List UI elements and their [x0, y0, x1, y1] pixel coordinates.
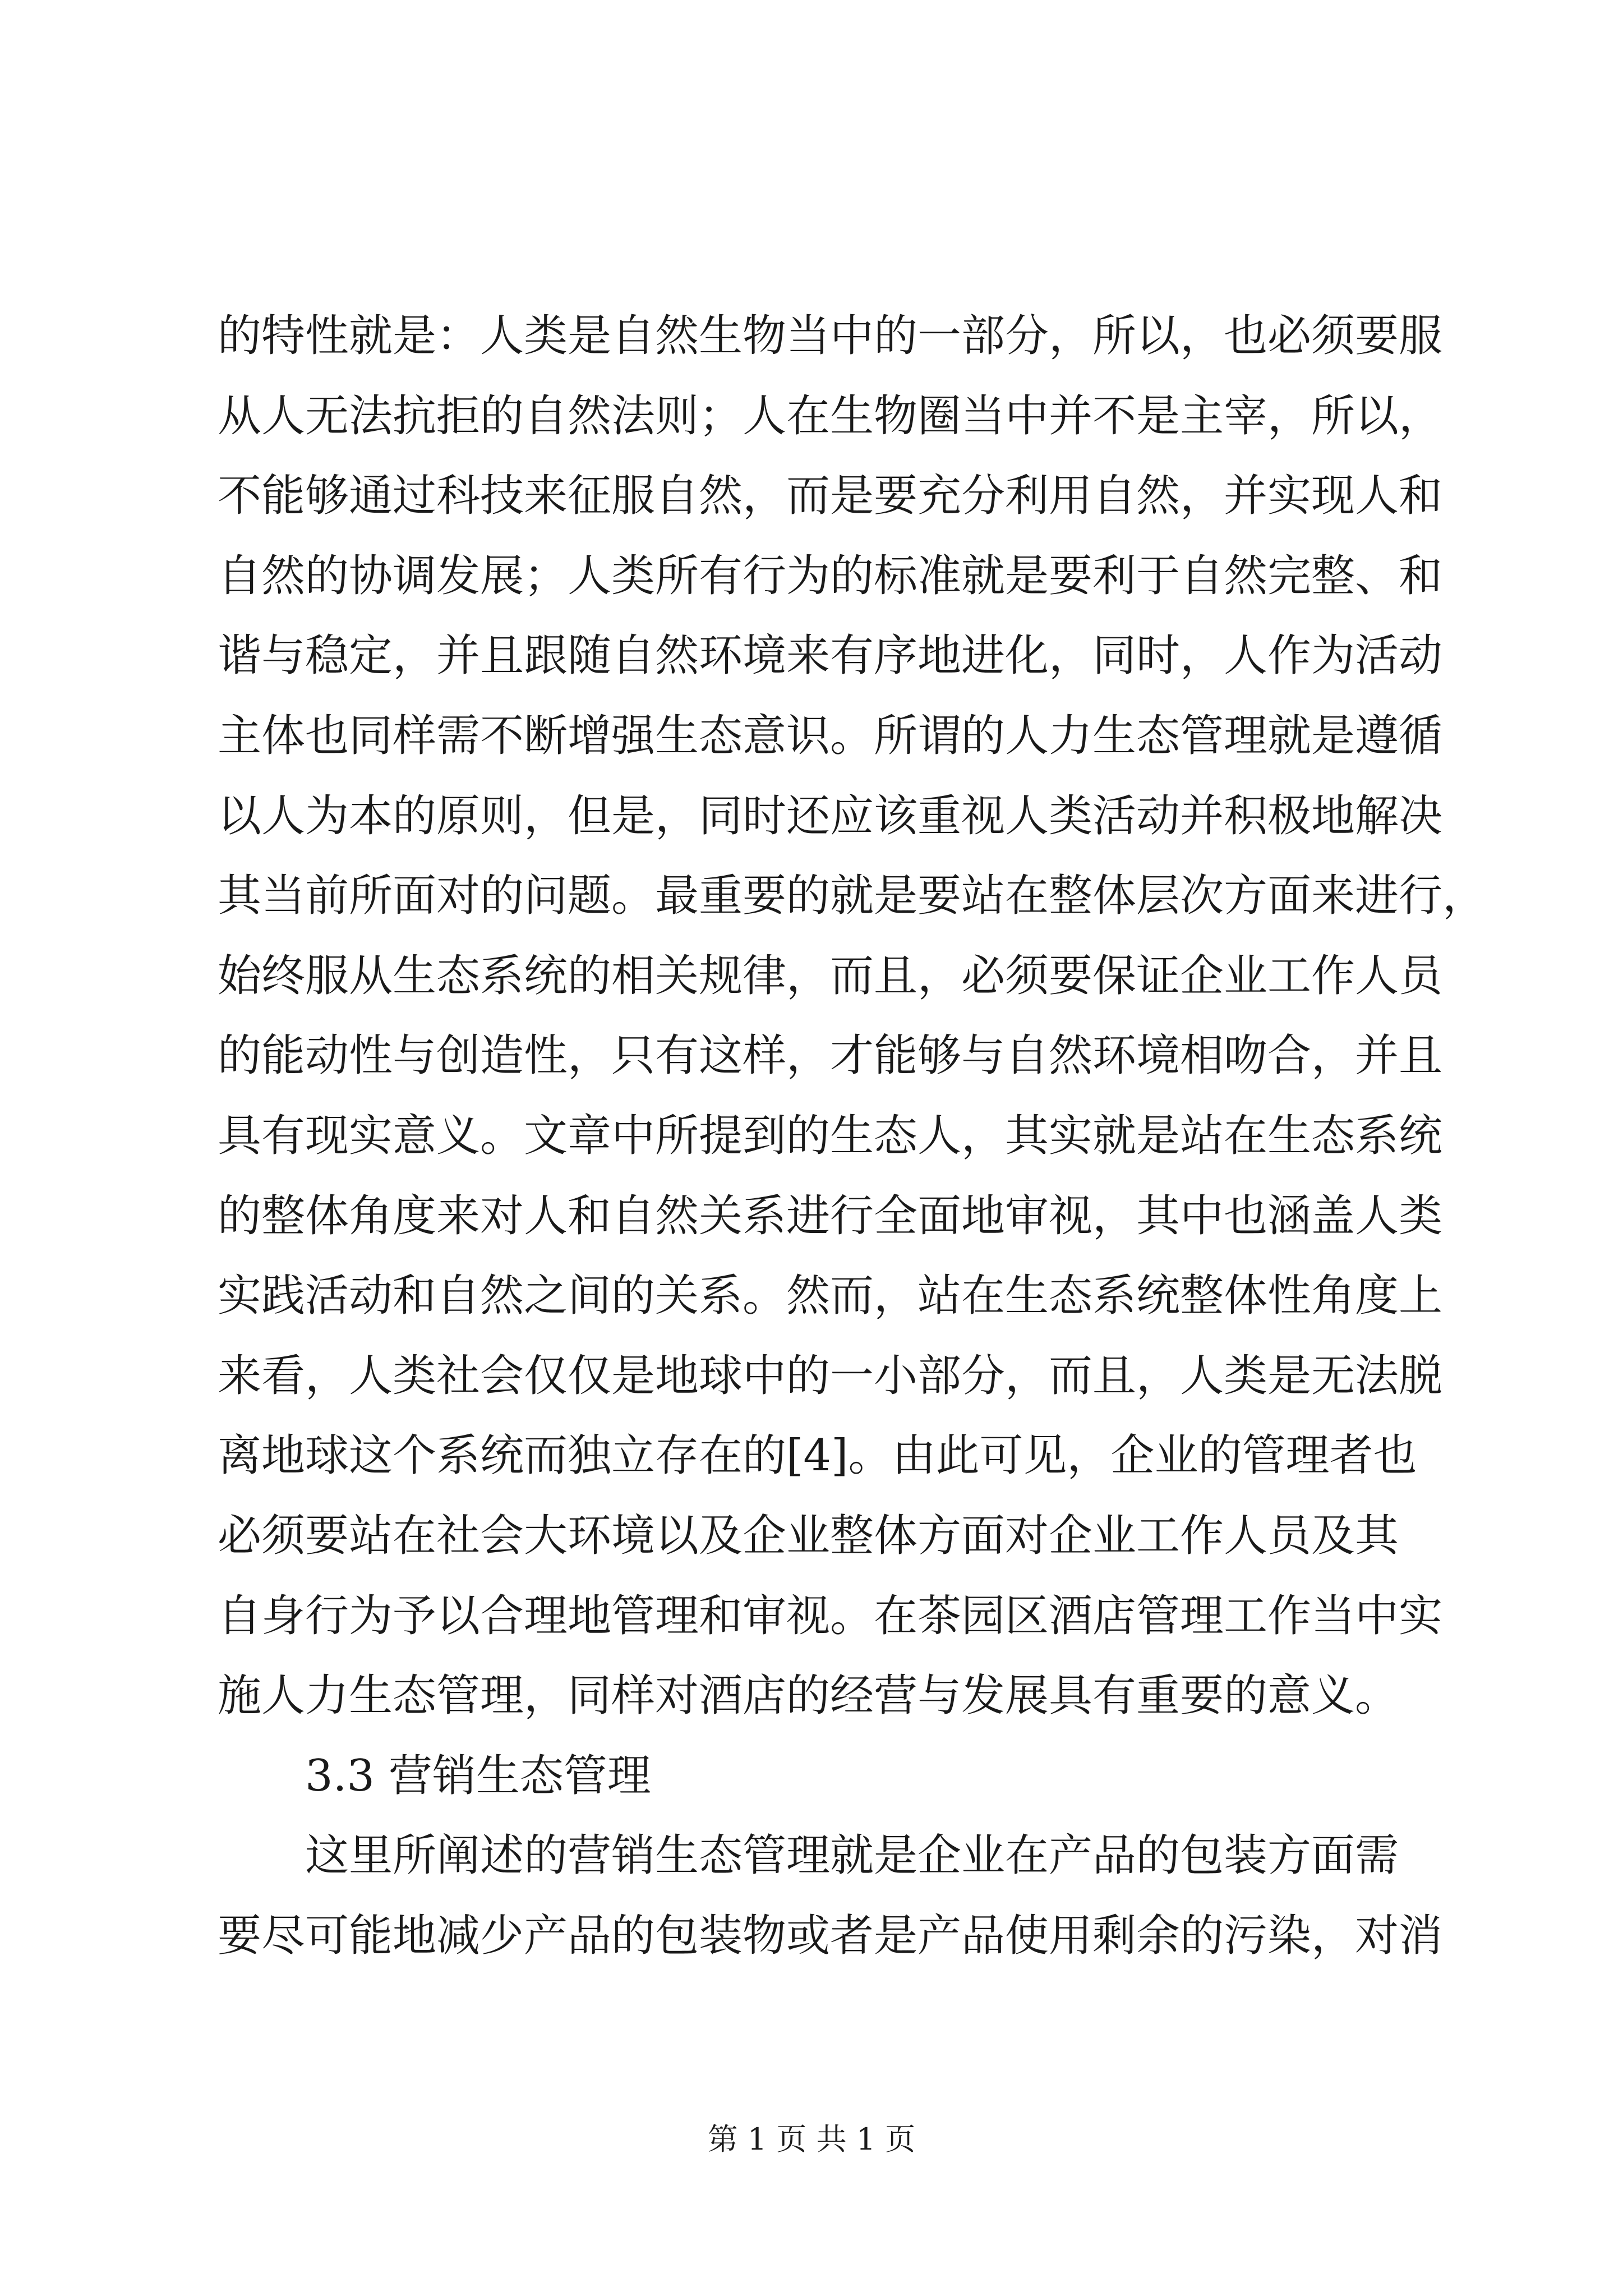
text-line: 的整体角度来对人和自然关系进行全面地审视，其中也涵盖人类 [218, 1190, 1443, 1241]
text-line: 主体也同样需不断增强生态意识。所谓的人力生态管理就是遵循 [218, 710, 1443, 761]
page-footer [0, 2117, 1623, 2162]
text-line: 以人为本的原则，但是，同时还应该重视人类活动并积极地解决 [218, 790, 1443, 841]
text-line: 从人无法抗拒的自然法则；人在生物圈当中并不是主宰，所以， [218, 390, 1443, 441]
text-line: 这里所阐述的营销生态管理就是企业在产品的包装方面需 [305, 1830, 1399, 1881]
section-heading: 3.3 营销生态管理 [305, 1750, 651, 1801]
text-line: 来看，人类社会仅仅是地球中的一小部分，而且，人类是无法脱 [218, 1350, 1443, 1401]
text-line: 具有现实意义。文章中所提到的生态人，其实就是站在生态系统 [218, 1110, 1443, 1161]
text-line: 自身行为予以合理地管理和审视。在茶园区酒店管理工作当中实 [218, 1590, 1443, 1641]
text-line: 不能够通过科技来征服自然，而是要充分利用自然，并实现人和 [218, 471, 1443, 522]
text-line: 要尽可能地减少产品的包装物或者是产品使用剩余的污染，对消 [218, 1910, 1443, 1961]
text-line: 自然的协调发展；人类所有行为的标准就是要利于自然完整、和 [218, 550, 1443, 601]
text-line: 离地球这个系统而独立存在的[4]。由此可见，企业的管理者也 [218, 1430, 1417, 1481]
text-line: 其当前所面对的问题。最重要的就是要站在整体层次方面来进行， [218, 871, 1487, 922]
text-line: 谐与稳定，并且跟随自然环境来有序地进化，同时，人作为活动 [218, 631, 1443, 682]
text-line: 的能动性与创造性，只有这样，才能够与自然环境相吻合，并且 [218, 1030, 1443, 1082]
text-line: 施人力生态管理，同样对酒店的经营与发展具有重要的意义。 [218, 1671, 1399, 1722]
page-number-label: 第 1 页 共 1 页 [707, 2122, 916, 2157]
text-line: 的特性就是：人类是自然生物当中的一部分，所以，也必须要服 [218, 311, 1443, 361]
text-line: 始终服从生态系统的相关规律，而且，必须要保证企业工作人员 [218, 950, 1443, 1001]
body-text [218, 296, 1487, 1976]
text-line: 必须要站在社会大环境以及企业整体方面对企业工作人员及其 [218, 1510, 1399, 1561]
text-line: 实践活动和自然之间的关系。然而，站在生态系统整体性角度上 [218, 1271, 1443, 1322]
